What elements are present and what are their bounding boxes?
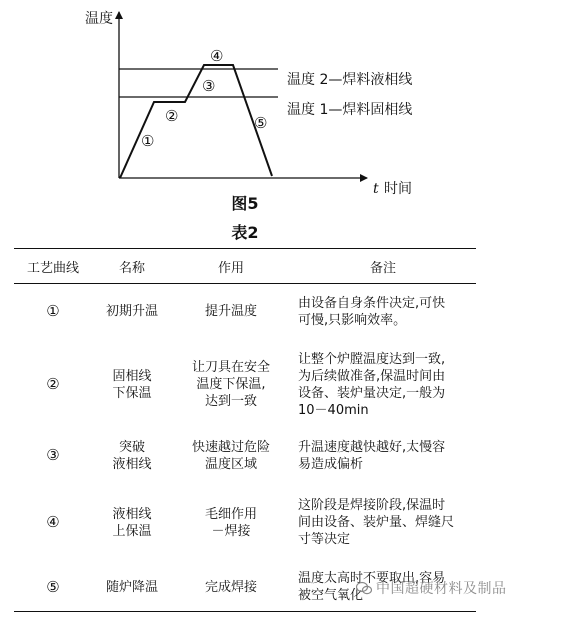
x-axis-label: 时间 xyxy=(384,181,412,197)
stage-number: ④ xyxy=(46,513,60,531)
stage-marker-4: ④ xyxy=(210,47,224,65)
table-caption: 表2 xyxy=(231,223,259,242)
stage-role: 完成焊接 xyxy=(172,564,290,612)
stage-marker-5: ⑤ xyxy=(254,114,268,132)
stage-number: ③ xyxy=(46,446,60,464)
liquidus-label: 温度 2—焊料液相线 xyxy=(287,72,413,88)
stage-note: 升温速度越快越好,太慢容 易造成偏析 xyxy=(298,439,446,472)
temperature-profile-graph xyxy=(0,0,564,200)
stage-number: ② xyxy=(46,375,60,393)
stage-name: 突破 液相线 xyxy=(112,439,152,472)
stage-name: 液相线 上保温 xyxy=(112,506,152,539)
stage-note: 由设备自身条件决定,可快 可慢,只影响效率。 xyxy=(298,295,446,328)
stage-number: ⑤ xyxy=(14,564,92,612)
header-note: 备注 xyxy=(290,249,476,284)
process-table xyxy=(14,248,476,612)
stage-role: 快速越过危险 温度区域 xyxy=(191,439,270,472)
header-curve: 工艺曲线 xyxy=(14,249,92,284)
header-name: 名称 xyxy=(92,249,172,284)
stage-number: ① xyxy=(46,302,60,321)
stage-name: 初期升温 xyxy=(105,304,158,320)
solidus-label: 温度 1—焊料固相线 xyxy=(287,102,413,118)
stage-role: 毛细作用 －焊接 xyxy=(204,506,257,539)
stage-name: 随炉降温 xyxy=(92,564,172,612)
table-row xyxy=(14,430,476,482)
temperature-curve xyxy=(120,65,272,178)
stage-marker-1: ① xyxy=(141,132,155,150)
stage-note: 温度太高时不要取出,容易 被空气氧化 xyxy=(290,564,476,612)
stage-name: 固相线 下保温 xyxy=(112,368,152,401)
y-axis-label: 温度 xyxy=(85,11,113,27)
stage-marker-2: ② xyxy=(165,107,179,125)
watermark-text: 中国超硬材料及制品 xyxy=(376,581,507,597)
table-row xyxy=(14,340,476,430)
table-row xyxy=(14,482,476,564)
figure-caption: 图5 xyxy=(231,194,259,213)
wechat-logo-icon xyxy=(356,581,372,595)
table-header-row xyxy=(14,249,476,284)
table-row xyxy=(14,284,476,340)
x-axis-variable: t xyxy=(373,181,379,197)
watermark xyxy=(356,578,507,598)
stage-role: 提升温度 xyxy=(204,304,257,320)
stage-note: 这阶段是焊接阶段,保温时 间由设备、装炉量、焊缝尺 寸等决定 xyxy=(298,498,455,547)
stage-marker-3: ③ xyxy=(202,77,216,95)
stage-role: 让刀具在安全 温度下保温, 达到一致 xyxy=(191,360,270,409)
stage-note: 让整个炉膛温度达到一致, 为后续做准备,保温时间由 设备、装炉量决定,一般为 10－40min xyxy=(298,351,446,418)
header-role: 作用 xyxy=(172,249,290,284)
